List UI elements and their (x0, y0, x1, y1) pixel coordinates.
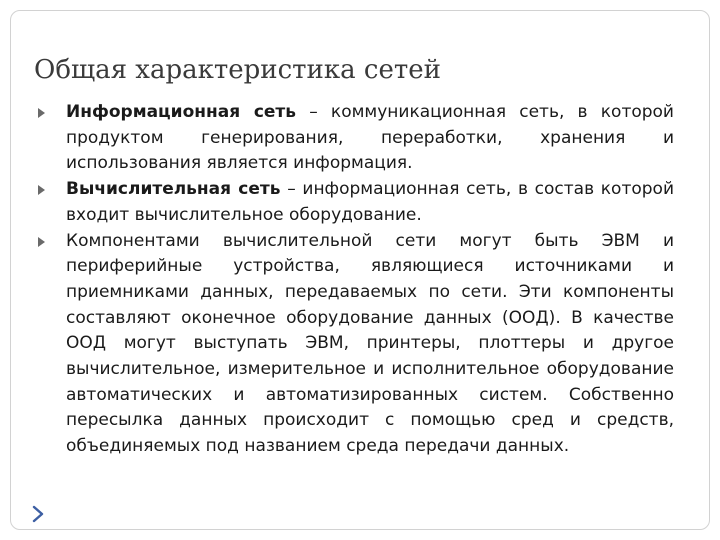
bullet-text: – коммуникационная сеть, в которой продуктом генерирования, переработки, хранения и использования является информация. (66, 102, 674, 174)
bullet-item (34, 177, 674, 228)
bullet-list (34, 100, 674, 460)
bullet-item (34, 100, 674, 177)
slide-title: Общая характеристика сетей (34, 55, 441, 85)
triangle-right-icon (38, 237, 45, 247)
triangle-right-icon (38, 108, 45, 118)
bullet-term: Вычислительная сеть (66, 179, 281, 200)
chevron-right-icon (28, 504, 48, 524)
bullet-text: – информационная сеть, в состав которой входит вычислительное оборудование. (66, 179, 675, 225)
triangle-right-icon (38, 185, 45, 195)
bullet-item (34, 229, 674, 460)
bullet-text: Компонентами вычислительной сети могут быть ЭВМ и периферийные устройства, являющиеся источниками и приемниками данных, передаваемых по сети. Эти компоненты составляют оконечное оборудование данных (ООД). В качестве ООД могут выступать ЭВМ, принтеры, плоттеры и другое вычислительное, измерительное и исполнительное оборудование автоматических и автоматизированных систем. Собственно пересылка данных происходит с помощью сред и средств, объединяемых под названием среда передачи данных. (66, 230, 674, 457)
bullet-term: Информационная сеть (66, 102, 297, 122)
